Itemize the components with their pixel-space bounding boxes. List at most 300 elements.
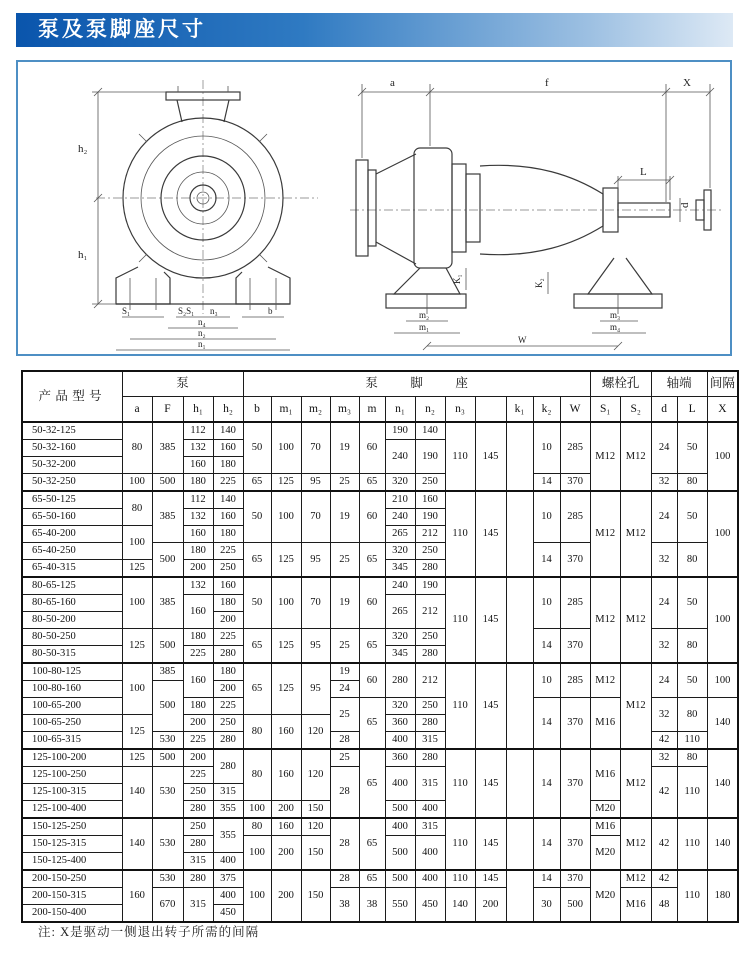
value-cell: 180 — [183, 474, 213, 492]
table-header — [22, 371, 738, 422]
value-cell: 355 — [213, 801, 243, 819]
value-cell: 80 — [243, 715, 271, 750]
model-cell: 65-40-250 — [22, 543, 122, 560]
value-cell: 315 — [415, 767, 445, 801]
value-cell: M12 — [620, 422, 651, 491]
model-cell: 65-50-160 — [22, 509, 122, 526]
value-cell: 180 — [707, 870, 738, 922]
value-cell: 210 — [385, 491, 415, 509]
value-cell: 80 — [677, 543, 707, 578]
value-cell: 250 — [415, 474, 445, 492]
value-cell: 400 — [385, 818, 415, 836]
value-cell: 320 — [385, 474, 415, 492]
column-header: F — [152, 397, 183, 423]
value-cell: 14 — [533, 870, 560, 888]
dim-label-n3: n₃ — [210, 306, 218, 316]
value-cell: 500 — [152, 474, 183, 492]
value-cell: 65 — [359, 749, 385, 818]
value-cell: 32 — [651, 698, 677, 732]
value-cell: 200 — [183, 749, 213, 767]
value-cell: 110 — [445, 818, 475, 870]
value-cell: 112 — [183, 491, 213, 509]
value-cell: 24 — [651, 491, 677, 543]
value-cell — [506, 870, 533, 922]
value-cell: M12 — [620, 577, 651, 663]
value-cell: 670 — [152, 888, 183, 923]
model-cell: 150-125-250 — [22, 818, 122, 836]
model-cell: 65-40-200 — [22, 526, 122, 543]
value-cell: 100 — [122, 474, 152, 492]
value-cell: 42 — [651, 870, 677, 888]
value-cell: 42 — [651, 818, 677, 870]
value-cell: 280 — [415, 560, 445, 578]
value-cell: 100 — [122, 526, 152, 560]
value-cell: 28 — [330, 767, 359, 819]
value-cell: 60 — [359, 491, 385, 543]
value-cell: 140 — [213, 422, 243, 440]
value-cell: 25 — [330, 543, 359, 578]
value-cell: 280 — [183, 836, 213, 853]
table-row — [22, 663, 738, 681]
model-cell: 80-50-250 — [22, 629, 122, 646]
value-cell: 280 — [415, 715, 445, 732]
value-cell: 212 — [415, 595, 445, 629]
model-cell: 100-65-200 — [22, 698, 122, 715]
value-cell: M12 — [620, 870, 651, 888]
value-cell: 140 — [122, 767, 152, 819]
column-header: k₂ — [533, 397, 560, 423]
model-cell: 100-80-160 — [22, 681, 122, 698]
value-cell: 280 — [213, 732, 243, 750]
table-row — [22, 422, 738, 440]
value-cell: 180 — [213, 595, 243, 612]
model-cell: 150-125-315 — [22, 836, 122, 853]
value-cell: 385 — [152, 491, 183, 543]
value-cell: 160 — [183, 663, 213, 698]
value-cell: 285 — [560, 577, 590, 629]
value-cell: 50 — [677, 491, 707, 543]
dim-label-x: X — [683, 77, 691, 89]
value-cell: 100 — [271, 422, 301, 474]
value-cell: 140 — [213, 491, 243, 509]
model-cell: 50-32-160 — [22, 440, 122, 457]
value-cell: 80 — [122, 422, 152, 474]
value-cell: 400 — [385, 732, 415, 750]
model-cell: 200-150-400 — [22, 905, 122, 923]
dim-label-s1: S₁ — [122, 306, 131, 316]
value-cell: 360 — [385, 749, 415, 767]
value-cell: 500 — [385, 870, 415, 888]
value-cell: 280 — [385, 663, 415, 698]
value-cell: 145 — [475, 422, 506, 491]
value-cell: 450 — [415, 888, 445, 923]
model-cell: 65-50-125 — [22, 491, 122, 509]
value-cell: 250 — [415, 698, 445, 715]
value-cell: 25 — [330, 629, 359, 664]
column-header: m₃ — [330, 397, 359, 423]
value-cell: 110 — [677, 767, 707, 819]
model-cell: 125-100-315 — [22, 784, 122, 801]
model-cell: 100-65-315 — [22, 732, 122, 750]
value-cell: 190 — [415, 577, 445, 595]
value-cell: 25 — [330, 474, 359, 492]
value-cell: 160 — [271, 749, 301, 801]
value-cell: 200 — [213, 612, 243, 629]
table-row — [22, 818, 738, 836]
front-view — [78, 80, 318, 350]
value-cell: 160 — [271, 715, 301, 750]
group-header: 泵脚座 — [243, 371, 590, 397]
value-cell: 200 — [475, 888, 506, 923]
value-cell: 225 — [213, 629, 243, 646]
value-cell: 140 — [445, 888, 475, 923]
model-cell: 80-50-200 — [22, 612, 122, 629]
value-cell: 125 — [271, 663, 301, 715]
value-cell: M12 — [620, 749, 651, 818]
value-cell: 250 — [415, 543, 445, 560]
value-cell: 370 — [560, 818, 590, 870]
column-header: b — [243, 397, 271, 423]
column-header: d — [651, 397, 677, 423]
value-cell: 80 — [677, 474, 707, 492]
table-row — [22, 577, 738, 595]
value-cell: 19 — [330, 422, 359, 474]
value-cell: 385 — [152, 422, 183, 474]
value-cell: 140 — [707, 698, 738, 750]
value-cell: 550 — [385, 888, 415, 923]
value-cell: 65 — [243, 629, 271, 664]
value-cell: 280 — [415, 749, 445, 767]
value-cell: 100 — [707, 422, 738, 491]
value-cell: 530 — [152, 732, 183, 750]
value-cell: 24 — [651, 663, 677, 698]
value-cell: 80 — [243, 818, 271, 836]
value-cell: 200 — [183, 715, 213, 732]
value-cell: 180 — [213, 526, 243, 543]
value-cell: 125 — [122, 749, 152, 767]
value-cell: 250 — [213, 560, 243, 578]
value-cell: 530 — [152, 870, 183, 888]
value-cell: 385 — [152, 663, 183, 681]
value-cell: 140 — [415, 422, 445, 440]
value-cell: 65 — [359, 474, 385, 492]
value-cell: 110 — [677, 732, 707, 750]
value-cell: 375 — [213, 870, 243, 888]
value-cell: 212 — [415, 663, 445, 698]
value-cell: 95 — [301, 474, 330, 492]
column-header: h₂ — [213, 397, 243, 423]
dim-label-m3: m₃ — [610, 310, 621, 320]
value-cell: 500 — [152, 543, 183, 578]
value-cell: 65 — [359, 870, 385, 888]
value-cell: 100 — [707, 663, 738, 698]
value-cell: 110 — [677, 818, 707, 870]
value-cell: 70 — [301, 577, 330, 629]
value-cell: 110 — [445, 870, 475, 888]
value-cell — [506, 422, 533, 491]
dim-label-n2: n₂ — [198, 328, 206, 338]
model-cell: 150-125-400 — [22, 853, 122, 871]
footnote: 注: X是驱动一侧退出转子所需的间隔 — [38, 925, 260, 939]
column-header: L — [677, 397, 707, 423]
value-cell: 370 — [560, 629, 590, 664]
value-cell: 180 — [213, 663, 243, 681]
value-cell: 95 — [301, 663, 330, 715]
dim-label-a: a — [390, 77, 395, 89]
model-cell: 80-65-125 — [22, 577, 122, 595]
model-cell: 50-32-250 — [22, 474, 122, 492]
value-cell: 38 — [330, 888, 359, 923]
value-cell — [506, 663, 533, 749]
value-cell: 28 — [330, 732, 359, 750]
value-cell: 385 — [152, 577, 183, 629]
value-cell: 95 — [301, 543, 330, 578]
page-title: 泵及泵脚座尺寸 — [16, 13, 733, 47]
dim-label-m1: m₁ — [419, 322, 430, 332]
value-cell: 132 — [183, 440, 213, 457]
value-cell: 190 — [415, 509, 445, 526]
column-header: n₁ — [385, 397, 415, 423]
value-cell: M12 — [620, 663, 651, 749]
model-cell: 50-32-125 — [22, 422, 122, 440]
value-cell: 112 — [183, 422, 213, 440]
value-cell: 225 — [213, 698, 243, 715]
value-cell: 80 — [677, 749, 707, 767]
table-row — [22, 491, 738, 509]
value-cell: 530 — [152, 818, 183, 870]
value-cell: 160 — [213, 440, 243, 457]
group-header: 轴端 — [651, 371, 707, 397]
model-cell: 50-32-200 — [22, 457, 122, 474]
value-cell: 370 — [560, 870, 590, 888]
value-cell: 145 — [475, 663, 506, 749]
value-cell — [506, 491, 533, 577]
column-header: m₂ — [301, 397, 330, 423]
value-cell: 65 — [243, 474, 271, 492]
value-cell: 140 — [707, 818, 738, 870]
value-cell: 280 — [183, 801, 213, 819]
value-cell: 120 — [301, 749, 330, 801]
model-cell: 125-100-200 — [22, 749, 122, 767]
value-cell: M16 — [590, 698, 620, 750]
group-header: 产品型号 — [22, 371, 122, 422]
pump-drawing — [18, 62, 730, 354]
value-cell: 160 — [122, 870, 152, 922]
value-cell: 225 — [183, 732, 213, 750]
value-cell: 32 — [651, 474, 677, 492]
dim-label-n1: n₁ — [198, 339, 206, 349]
value-cell: 400 — [213, 888, 243, 905]
value-cell: 125 — [122, 629, 152, 664]
value-cell: 32 — [651, 629, 677, 664]
value-cell: M20 — [590, 836, 620, 871]
value-cell: 285 — [560, 663, 590, 698]
value-cell: M20 — [590, 801, 620, 819]
table-body — [22, 422, 738, 922]
value-cell: 10 — [533, 422, 560, 474]
value-cell: 25 — [330, 698, 359, 732]
value-cell: 160 — [183, 457, 213, 474]
value-cell: 285 — [560, 422, 590, 474]
value-cell: 500 — [385, 836, 415, 871]
value-cell: 160 — [213, 509, 243, 526]
value-cell: 38 — [359, 888, 385, 923]
value-cell: 24 — [651, 577, 677, 629]
value-cell: 345 — [385, 646, 415, 664]
value-cell: 150 — [301, 836, 330, 871]
value-cell: 240 — [385, 440, 415, 474]
value-cell: 100 — [243, 870, 271, 922]
column-header: S₂ — [620, 397, 651, 423]
value-cell: 500 — [152, 681, 183, 732]
value-cell: 125 — [271, 474, 301, 492]
value-cell: 100 — [271, 491, 301, 543]
value-cell: 80 — [677, 698, 707, 732]
value-cell: 14 — [533, 474, 560, 492]
value-cell: 65 — [243, 663, 271, 715]
dimension-table — [21, 370, 739, 923]
value-cell: 180 — [213, 457, 243, 474]
value-cell: 145 — [475, 491, 506, 577]
model-cell: 125-100-250 — [22, 767, 122, 784]
group-header: 螺栓孔 — [590, 371, 651, 397]
column-header: n₃ — [445, 397, 475, 423]
value-cell: 110 — [445, 577, 475, 663]
value-cell — [506, 577, 533, 663]
value-cell: 190 — [415, 440, 445, 474]
value-cell: 125 — [122, 560, 152, 578]
value-cell: 120 — [301, 818, 330, 836]
value-cell: 315 — [183, 888, 213, 923]
value-cell: M16 — [590, 818, 620, 836]
value-cell: 370 — [560, 749, 590, 818]
value-cell: 370 — [560, 543, 590, 578]
value-cell: 70 — [301, 422, 330, 474]
value-cell: 100 — [122, 663, 152, 715]
value-cell: 250 — [415, 629, 445, 646]
pump-drawing-panel — [16, 60, 732, 356]
column-header: m₁ — [271, 397, 301, 423]
value-cell: M12 — [620, 491, 651, 577]
value-cell: 200 — [213, 681, 243, 698]
value-cell: 132 — [183, 577, 213, 595]
value-cell: 110 — [445, 491, 475, 577]
dim-label-l: L — [640, 166, 647, 178]
value-cell: M12 — [590, 491, 620, 577]
value-cell: 150 — [301, 870, 330, 922]
value-cell: 200 — [271, 870, 301, 922]
column-header — [475, 397, 506, 423]
value-cell: 160 — [271, 818, 301, 836]
value-cell: 320 — [385, 629, 415, 646]
value-cell: 65 — [359, 818, 385, 870]
value-cell: 110 — [445, 663, 475, 749]
value-cell: 100 — [271, 577, 301, 629]
value-cell: 32 — [651, 543, 677, 578]
value-cell: 65 — [359, 698, 385, 750]
value-cell: 24 — [330, 681, 359, 698]
column-header: m — [359, 397, 385, 423]
value-cell: 225 — [213, 543, 243, 560]
dim-label-h2: h₂ — [78, 143, 88, 155]
group-header: 泵 — [122, 371, 243, 397]
value-cell: M16 — [620, 888, 651, 923]
model-cell: 200-150-250 — [22, 870, 122, 888]
value-cell: 125 — [122, 715, 152, 750]
value-cell: 500 — [152, 749, 183, 767]
value-cell: 50 — [677, 577, 707, 629]
side-view — [350, 77, 722, 350]
value-cell: 500 — [385, 801, 415, 819]
value-cell: 400 — [415, 801, 445, 819]
value-cell: 200 — [271, 836, 301, 871]
value-cell: 10 — [533, 663, 560, 698]
value-cell: 145 — [475, 870, 506, 888]
value-cell: 250 — [183, 784, 213, 801]
value-cell: 50 — [677, 663, 707, 698]
value-cell — [506, 818, 533, 870]
model-cell: 65-40-315 — [22, 560, 122, 578]
value-cell: 280 — [213, 749, 243, 784]
dim-label-k1: K₁ — [452, 274, 462, 284]
value-cell: 180 — [183, 698, 213, 715]
value-cell: 42 — [651, 767, 677, 819]
dim-label-d: d — [679, 202, 691, 208]
column-header: X — [707, 397, 738, 423]
column-header: h₁ — [183, 397, 213, 423]
value-cell: 14 — [533, 543, 560, 578]
value-cell: 14 — [533, 818, 560, 870]
value-cell: 345 — [385, 560, 415, 578]
value-cell: 140 — [122, 818, 152, 870]
value-cell: 120 — [301, 715, 330, 750]
value-cell: 145 — [475, 749, 506, 818]
value-cell: 225 — [213, 474, 243, 492]
value-cell: 65 — [359, 543, 385, 578]
value-cell: 280 — [415, 646, 445, 664]
value-cell: 160 — [415, 491, 445, 509]
value-cell: M16 — [590, 749, 620, 801]
value-cell: 48 — [651, 888, 677, 923]
value-cell: 160 — [183, 595, 213, 629]
model-cell: 200-150-315 — [22, 888, 122, 905]
value-cell: 500 — [560, 888, 590, 923]
model-cell: 100-65-250 — [22, 715, 122, 732]
value-cell: 19 — [330, 491, 359, 543]
value-cell: 265 — [385, 595, 415, 629]
dimension-table-wrap — [21, 370, 739, 923]
column-header: k₁ — [506, 397, 533, 423]
value-cell: 400 — [415, 836, 445, 871]
value-cell: 355 — [213, 818, 243, 853]
value-cell: 150 — [301, 801, 330, 819]
model-cell: 125-100-400 — [22, 801, 122, 819]
value-cell: 240 — [385, 509, 415, 526]
value-cell: 50 — [243, 491, 271, 543]
value-cell: 160 — [183, 526, 213, 543]
value-cell: 50 — [243, 422, 271, 474]
value-cell: 250 — [213, 715, 243, 732]
dim-label-f: f — [545, 77, 549, 89]
value-cell: M12 — [590, 663, 620, 698]
value-cell: 200 — [271, 801, 301, 819]
value-cell: 160 — [213, 577, 243, 595]
value-cell: 285 — [560, 491, 590, 543]
value-cell: 110 — [445, 749, 475, 818]
group-header: 间隔 — [707, 371, 738, 397]
value-cell: 225 — [183, 767, 213, 784]
value-cell: 65 — [243, 543, 271, 578]
